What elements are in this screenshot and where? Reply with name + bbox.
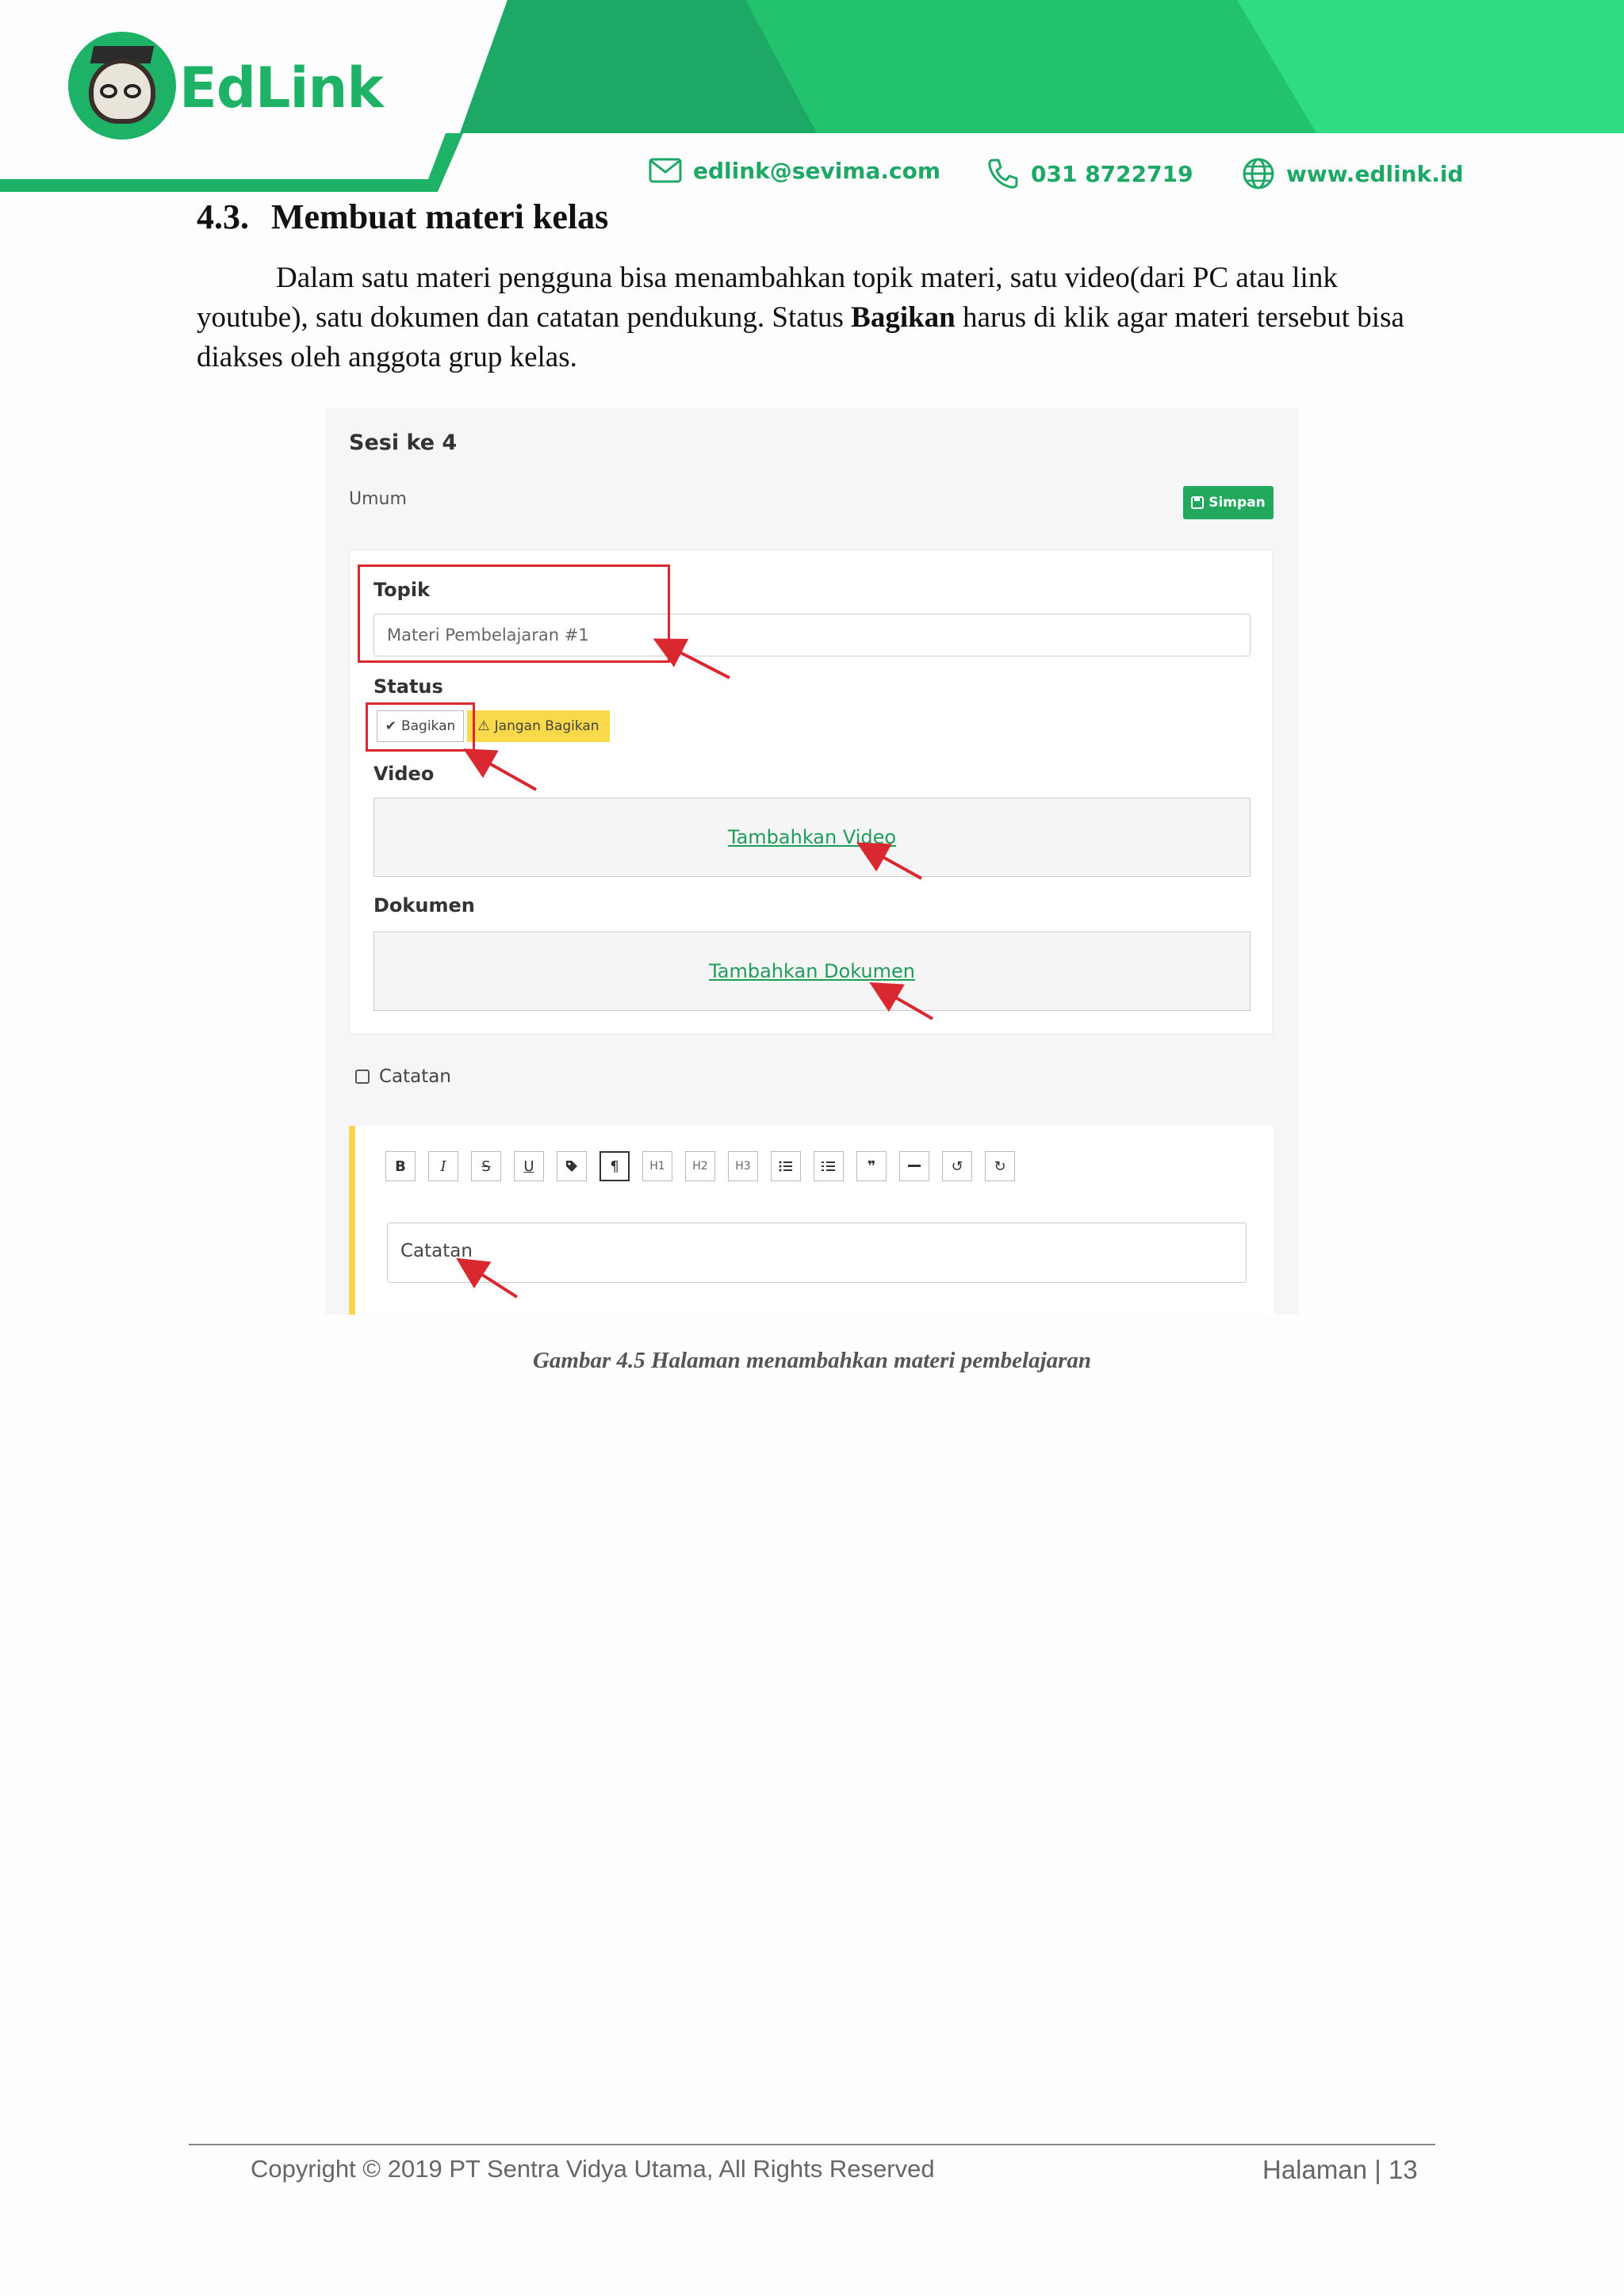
bold-button[interactable]: B <box>385 1151 416 1181</box>
paragraph-text-2: harus di klik agar materi tersebut bisa diakses oleh anggota grup kelas. <box>197 301 1404 373</box>
footer-divider <box>189 2144 1435 2145</box>
h1-button[interactable]: H1 <box>642 1151 672 1181</box>
save-button[interactable] <box>1183 486 1274 519</box>
dokumen-label: Dokumen <box>373 894 475 916</box>
bagikan-highlight-box <box>366 702 475 752</box>
edlink-logo <box>68 32 176 140</box>
footer-copyright: Copyright © 2019 PT Sentra Vidya Utama, All Rights Reserved <box>251 2155 935 2183</box>
materi-card <box>349 549 1274 1035</box>
catatan-input[interactable]: Catatan <box>387 1223 1247 1283</box>
add-dokumen-link[interactable]: Tambahkan Dokumen <box>709 960 915 982</box>
topik-label: Topik <box>373 579 431 601</box>
h2-button[interactable]: H2 <box>685 1151 715 1181</box>
figure-caption: Gambar 4.5 Halaman menambahkan materi pembelajaran <box>532 1348 1092 1373</box>
save-button-label: Simpan <box>1208 495 1266 511</box>
jangan-bagikan-label: Jangan Bagikan <box>494 718 599 734</box>
intro-paragraph <box>197 258 1418 377</box>
bagikan-label: Bagikan <box>400 718 456 734</box>
strikethrough-button[interactable]: S <box>471 1151 501 1181</box>
section-number: 4.3. <box>197 197 249 236</box>
italic-button[interactable]: I <box>428 1151 458 1181</box>
session-subtitle: Umum <box>349 489 407 509</box>
topik-highlight-box <box>358 564 670 663</box>
footer-page-number: Halaman | 13 <box>1262 2155 1418 2184</box>
redo-icon[interactable]: ↻ <box>985 1151 1015 1181</box>
add-video-link[interactable]: Tambahkan Video <box>727 826 897 848</box>
jangan-bagikan-button[interactable] <box>467 710 610 742</box>
section-heading <box>197 197 608 237</box>
floppy-icon <box>1191 496 1204 509</box>
website-text: www.edlink.id <box>1286 160 1464 187</box>
quote-icon[interactable]: ❞ <box>856 1151 887 1181</box>
tag-icon[interactable] <box>557 1151 587 1181</box>
contact-email <box>649 157 940 184</box>
underline-button[interactable]: U <box>514 1151 544 1181</box>
phone-text: 031 8722719 <box>1031 160 1193 187</box>
phone-icon <box>986 157 1020 190</box>
undo-icon[interactable]: ↺ <box>942 1151 972 1181</box>
ol-icon[interactable] <box>814 1151 844 1181</box>
status-label: Status <box>373 675 443 698</box>
catatan-toggle-label: Catatan <box>379 1066 451 1087</box>
mail-icon <box>649 157 682 184</box>
check-icon: ✔ <box>385 718 396 734</box>
brand-name: EdLink <box>179 55 383 121</box>
video-label: Video <box>373 763 435 785</box>
ul-icon[interactable] <box>771 1151 801 1181</box>
catatan-toggle[interactable] <box>355 1066 451 1087</box>
hr-icon[interactable] <box>899 1151 929 1181</box>
catatan-checkbox[interactable] <box>355 1070 370 1084</box>
editor-toolbar <box>385 1151 1015 1181</box>
video-dropzone <box>373 798 1251 877</box>
topik-input[interactable]: Materi Pembelajaran #1 <box>373 614 1251 656</box>
catatan-editor <box>349 1126 1274 1314</box>
dokumen-dropzone <box>373 932 1251 1011</box>
section-title: Membuat materi kelas <box>271 197 609 236</box>
h3-button[interactable]: H3 <box>728 1151 758 1181</box>
contact-phone <box>986 157 1193 190</box>
paragraph-text-1: Dalam satu materi pengguna bisa menambahkan topik materi, satu video(dari PC atau link youtube), satu dokumen dan catatan pendukung. Status <box>197 262 1338 334</box>
warning-icon: ⚠ <box>477 718 490 734</box>
contact-website <box>1242 157 1464 190</box>
paragraph-button[interactable]: ¶ <box>599 1151 630 1181</box>
materi-form-screenshot <box>325 408 1299 1314</box>
globe-icon <box>1242 157 1275 190</box>
paragraph-bold-bagikan: Bagikan <box>851 301 956 334</box>
session-title: Sesi ke 4 <box>349 430 458 455</box>
email-text: edlink@sevima.com <box>693 157 941 184</box>
